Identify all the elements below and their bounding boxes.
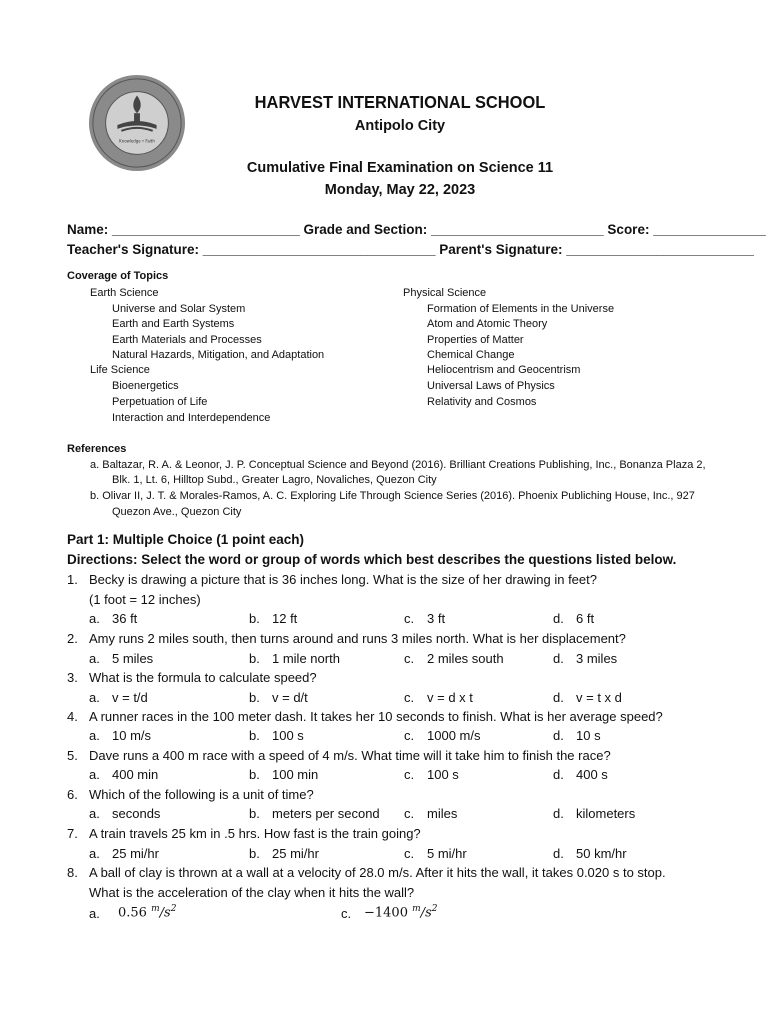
reference-b-continued: Quezon Ave., Quezon City [112,506,242,518]
choice-text: 10 s [576,728,601,743]
exam-date: Monday, May 22, 2023 [324,182,476,198]
question-text: A runner races in the 100 meter dash. It takes her 10 seconds to finish. What is her average speed? [89,709,663,724]
choice-text: 1000 m/s [427,728,481,743]
choice-text: 10 m/s [112,728,152,743]
choice-text: 3 miles [576,651,618,666]
choice-letter: a. [89,806,100,821]
choice-text: 100 min [272,767,319,782]
earth-science-title: Earth Science [90,287,159,299]
choice-letter: d. [553,846,564,861]
choice-letter: c. [404,846,415,861]
choice-text: 2 miles south [427,651,504,666]
question-text: What is the acceleration of the clay when it hits the wall? [89,885,415,900]
topic-item: Atom and Atomic Theory [427,318,548,330]
question-number: 4. [67,709,78,724]
question-number: 8. [67,865,78,880]
choice-letter: b. [249,611,260,626]
topic-item: Earth Materials and Processes [112,334,262,346]
question-text: What is the formula to calculate speed? [89,670,317,685]
topic-item: Heliocentrism and Geocentrism [427,364,581,376]
choice-letter: d. [553,651,564,666]
unit-denominator: s [164,905,171,921]
topic-item: Perpetuation of Life [112,396,208,408]
choice-letter: b. [249,651,260,666]
choice-text: 6 ft [576,611,595,626]
choice-text: 100 s [272,728,304,743]
choice-text: 50 km/hr [576,846,627,861]
choice-text: v = d/t [272,690,308,705]
question-text: Dave runs a 400 m race with a speed of 4 m/s. What time will it take him to finish the race? [89,748,611,763]
question-text: (1 foot = 12 inches) [89,592,201,607]
question-number: 1. [67,572,78,587]
topic-item: Interaction and Interdependence [112,412,271,424]
choice-text: 25 mi/hr [272,846,319,861]
question-number: 5. [67,748,78,763]
unit-exponent: 2 [431,904,438,914]
topic-item: Universal Laws of Physics [427,380,555,392]
choice-value: 0.56 [118,905,147,921]
question-text: Becky is drawing a picture that is 36 inches long. What is the size of her drawing in feet? [89,572,597,587]
reference-a: a. Baltazar, R. A. & Leonor, J. P. Conceptual Science and Beyond (2016). Brilliant Creations Publishing, Inc., Bonanza Plaza 2, [90,459,706,471]
topic-item: Earth and Earth Systems [112,318,235,330]
topic-item: Universe and Solar System [112,303,246,315]
school-name: HARVEST INTERNATIONAL SCHOOL [254,92,546,112]
choice-letter: b. [249,728,260,743]
choice-letter: c. [404,651,415,666]
question-text: Which of the following is a unit of time? [89,787,314,802]
question-text: Amy runs 2 miles south, then turns around and runs 3 miles north. What is her displacement? [89,631,626,646]
choice-text: 25 mi/hr [112,846,159,861]
choice-letter: c. [404,690,415,705]
topic-item: Formation of Elements in the Universe [427,303,615,315]
choice-letter: a. [89,651,100,666]
choice-letter: b. [249,846,260,861]
choice-letter: a. [89,767,100,782]
choice-text: kilometers [576,806,636,821]
choice-text: 36 ft [112,611,138,626]
unit-numerator: m [151,904,160,914]
student-info-line: Name: _________________________ Grade and Section: _______________________ Score: _______________ [67,222,766,237]
school-seal-logo [88,74,186,172]
choice-text: seconds [112,806,161,821]
question-number: 6. [67,787,78,802]
choice-letter: b. [249,690,260,705]
question-number: 2. [67,631,78,646]
svg-text:Knowledge • Faith: Knowledge • Faith [119,138,155,144]
coverage-heading: Coverage of Topics [67,270,169,282]
choice-letter: c. [404,767,415,782]
choice-text: v = t/d [112,690,148,705]
choice-text: v = d x t [427,690,473,705]
choice-value: −1400 [364,905,408,921]
choice-letter: a. [89,846,100,861]
choice-text: 3 ft [427,611,446,626]
reference-a-continued: Blk. 1, Lt. 6, Hilltop Subd., Greater Lagro, Novaliches, Quezon City [112,474,437,486]
choice-letter: c. [404,728,415,743]
choice-text: v = t x d [576,690,622,705]
choice-text: miles [427,806,458,821]
choice-math-expression: −1400 $^m/s^2$ [364,904,438,921]
choice-text: 400 min [112,767,159,782]
choice-text: meters per second [272,806,380,821]
choice-letter: c. [404,611,415,626]
part1-title: Part 1: Multiple Choice (1 point each) [67,532,305,547]
choice-text: 5 miles [112,651,154,666]
reference-b: b. Olivar II, J. T. & Morales-Ramos, A. C. Exploring Life Through Science Series (2016). Phoenix Publiching House, Inc., 927 [90,490,695,502]
unit-exponent: 2 [170,904,177,914]
choice-text: 100 s [427,767,459,782]
choice-text: 400 s [576,767,608,782]
choice-letter: b. [249,767,260,782]
unit-denominator: s [425,905,432,921]
choice-letter: d. [553,728,564,743]
choice-text: 5 mi/hr [427,846,467,861]
topic-item: Natural Hazards, Mitigation, and Adaptation [112,349,325,361]
choice-math-expression: 0.56 $^m/s^2$ [118,904,177,921]
choice-letter: a. [89,690,100,705]
choice-letter: a. [89,611,100,626]
choice-letter: b. [249,806,260,821]
question-text: A ball of clay is thrown at a wall at a velocity of 28.0 m/s. After it hits the wall, it takes 0.020 s to stop. [89,865,666,880]
choice-letter: a. [89,906,100,921]
choice-text: 1 mile north [272,651,340,666]
topic-item: Relativity and Cosmos [427,396,537,408]
topic-item: Bioenergetics [112,380,179,392]
school-city: Antipolo City [354,118,446,134]
unit-numerator: m [412,904,421,914]
topic-item: Properties of Matter [427,334,524,346]
physical-science-title: Physical Science [403,287,487,299]
part1-directions: Directions: Select the word or group of words which best describes the questions listed below. [67,552,677,567]
choice-letter: c. [341,906,352,921]
choice-letter: c. [404,806,415,821]
choice-letter: d. [553,806,564,821]
references-heading: References [67,443,127,455]
choice-letter: d. [553,767,564,782]
exam-title: Cumulative Final Examination on Science 11 [246,160,554,176]
question-number: 3. [67,670,78,685]
choice-letter: d. [553,611,564,626]
question-text: A train travels 25 km in .5 hrs. How fast is the train going? [89,826,421,841]
choice-text: 12 ft [272,611,298,626]
choice-letter: d. [553,690,564,705]
signature-line: Teacher's Signature: _______________________________ Parent's Signature: _________________________ [67,242,754,257]
topic-item: Chemical Change [427,349,515,361]
life-science-title: Life Science [90,364,150,376]
choice-letter: a. [89,728,100,743]
question-number: 7. [67,826,78,841]
